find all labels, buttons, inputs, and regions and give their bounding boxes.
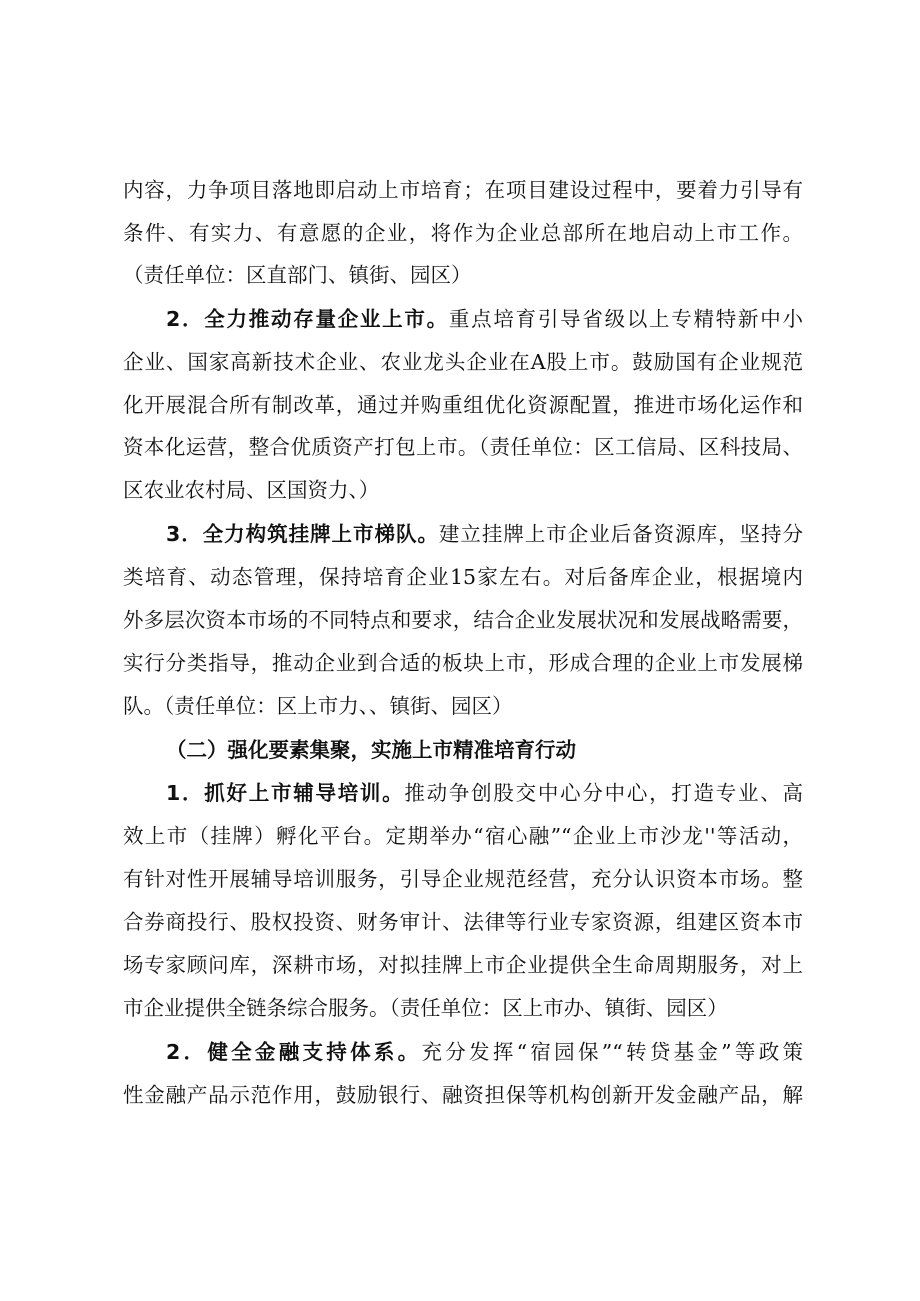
text-line: 外多层次资本市场的不同特点和要求，结合企业发展状况和发展战略需要， [123, 608, 803, 632]
paragraph-first-line [166, 780, 803, 806]
text-line: 有针对性开展辅导培训服务，引导企业规范经营，充分认识资本市场。整 [123, 867, 803, 891]
text-line: 企业、国家高新技术企业、农业龙头企业在A股上市。鼓励国有企业规范 [123, 350, 803, 374]
item-heading: 3．全力构筑挂牌上市梯队。 [166, 522, 439, 546]
section-heading: （二）强化要素集聚，实施上市精准培育行动 [166, 738, 576, 762]
text-line: 实行分类指导，推动企业到合适的板块上市，形成合理的企业上市发展梯 [123, 651, 803, 675]
text-line: 内容，力争项目落地即启动上市培育；在项目建设过程中，要着力引导有 [123, 178, 803, 202]
text-run: 充分发挥“宿园保”“转贷基金”等政策 [421, 1040, 804, 1064]
text-line: 化开展混合所有制改革，通过并购重组优化资源配置，推进市场化运作和 [123, 393, 803, 417]
paragraph-first-line [166, 1039, 803, 1065]
text-line: 类培育、动态管理，保持培育企业15家左右。对后备库企业，根据境内 [123, 565, 803, 589]
item-heading: 2．全力推动存量企业上市。 [166, 307, 449, 331]
paragraph-first-line [166, 306, 803, 332]
text-line: （责任单位：区直部门、镇街、园区） [123, 263, 472, 287]
text-line: 性金融产品示范作用，鼓励银行、融资担保等机构创新开发金融产品，解 [123, 1083, 803, 1107]
text-line: 合券商投行、股权投资、财务审计、法律等行业专家资源，组建区资本市 [123, 910, 803, 934]
text-line: 条件、有实力、有意愿的企业，将作为企业总部所在地启动上市工作。 [123, 221, 803, 245]
item-heading: 2．健全金融支持体系。 [166, 1040, 422, 1064]
text-line: 区农业农村局、区国资力、） [123, 478, 380, 502]
text-line: 队。（责任单位：区上市力、、镇街、园区） [123, 694, 513, 718]
text-run: 建立挂牌上市企业后备资源库，坚持分 [438, 522, 803, 546]
text-run: 推动争创股交中心分中心，打造专业、高 [404, 781, 804, 805]
text-line: 市企业提供全链条综合服务。（责任单位：区上市办、镇街、园区） [123, 996, 728, 1020]
paragraph-first-line [166, 521, 803, 547]
text-line: 资本化运营，整合优质资产打包上市。（责任单位：区工信局、区科技局、 [123, 435, 803, 459]
text-run: 重点培育引导省级以上专精特新中小 [448, 307, 803, 331]
text-line: 场专家顾问库，深耕市场，对拟挂牌上市企业提供全生命周期服务，对上 [123, 953, 803, 977]
text-line: 效上市（挂牌）孵化平台。定期举办“宿心融”“企业上市沙龙''等活动， [123, 824, 803, 848]
item-heading: 1．抓好上市辅导培训。 [166, 781, 405, 805]
